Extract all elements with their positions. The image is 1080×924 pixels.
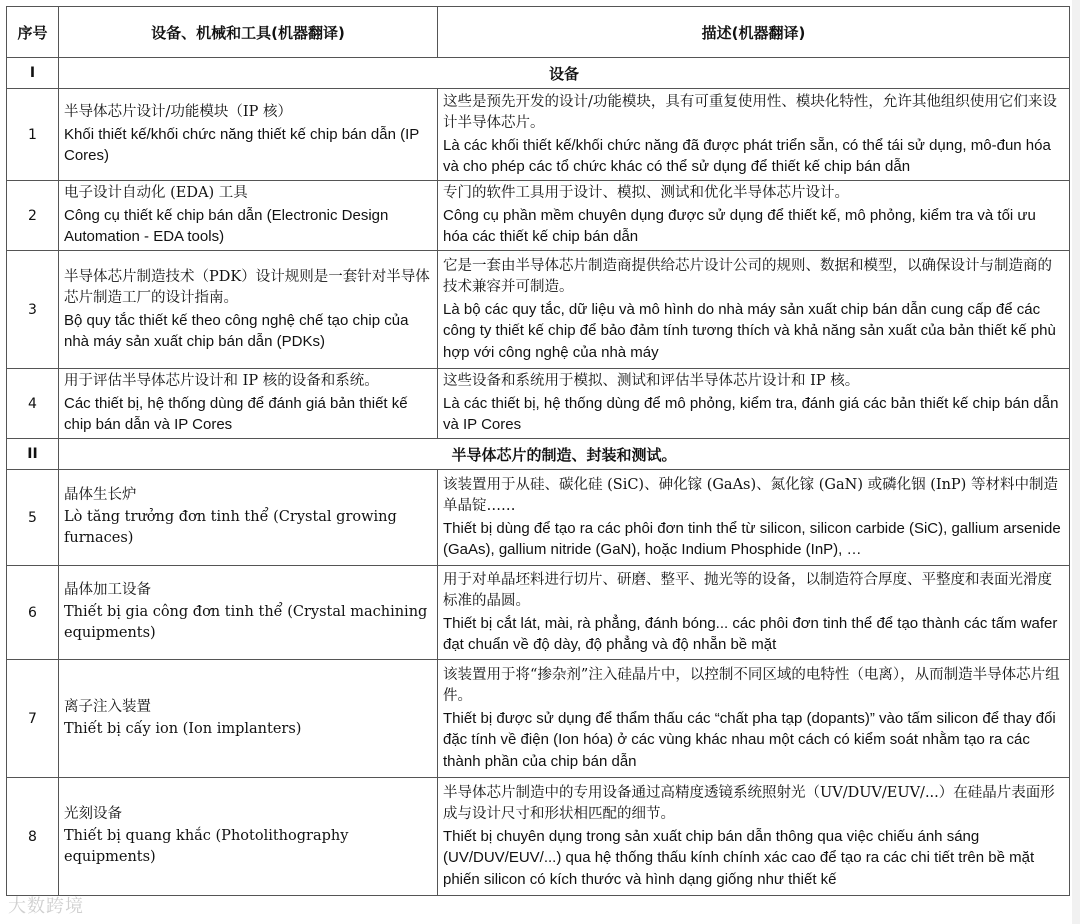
row-number: 8 [7,778,59,896]
section-row [7,439,1070,470]
equipment-name-vi: Thiết bị quang khắc (Photolithography equipments) [64,827,349,866]
description-vi: Công cụ phần mềm chuyên dụng được sử dụng để thiết kế, mô phỏng, kiểm tra và tối ưu hóa các thiết kế chip bán dẫn [443,206,1036,246]
section-title: 半导体芯片的制造、封装和测试。 [59,439,1070,470]
row-number: 2 [7,181,59,251]
description-vi: Là bộ các quy tắc, dữ liệu và mô hình do nhà máy sản xuất chip bán dẫn cung cấp để các công ty thiết kế chip để bảo đảm tính tương thích và khả năng sản xuất của bản thiết kế phù hợp với công nghệ của nhà máy [443,300,1056,361]
table-row [7,778,1070,896]
row-number: 5 [7,470,59,566]
description-zh: 半导体芯片制造中的专用设备通过高精度透镜系统照射光（UV/DUV/EUV/...）在硅晶片表面形成与设计尺寸和形状相匹配的细节。 [443,784,1055,823]
description-zh: 用于对单晶坯料进行切片、研磨、整平、抛光等的设备，以制造符合厚度、平整度和表面光滑度标准的晶圆。 [443,571,1052,609]
header-description: 描述(机器翻译) [438,7,1070,58]
section-row [7,58,1070,89]
header-no: 序号 [7,7,59,58]
equipment-name-vi: Lò tăng trưởng đơn tinh thể (Crystal growing furnaces) [64,508,397,547]
equipment-name-vi: Các thiết bị, hệ thống dùng để đánh giá bản thiết kế chip bán dẫn và IP Cores [64,394,408,434]
equipment-name-vi: Khối thiết kế/khối chức năng thiết kế chip bán dẫn (IP Cores) [64,125,419,165]
equipment-name-vi: Thiết bị gia công đơn tinh thể (Crystal machining equipments) [64,603,428,642]
section-title: 设备 [59,58,1070,89]
section-roman: I [7,58,59,89]
equipment-name-zh: 晶体加工设备 [64,582,151,599]
equipment-name-zh: 半导体芯片设计/功能模块（IP 核） [64,104,292,121]
row-number: 4 [7,369,59,439]
watermark: 大数跨境 [8,896,84,917]
table-row [7,566,1070,660]
equipment-name-zh: 光刻设备 [64,806,122,823]
row-number: 7 [7,660,59,778]
description-vi: Là các thiết bị, hệ thống dùng để mô phỏng, kiểm tra, đánh giá các bản thiết kế chip bán dẫn và IP Cores [443,394,1059,434]
equipment-name-zh: 电子设计自动化 (EDA) 工具 [64,185,248,202]
section-roman: II [7,439,59,470]
equipment-name-vi: Thiết bị cấy ion (Ion implanters) [64,720,302,737]
description-vi: Thiết bị chuyên dụng trong sản xuất chip bán dẫn thông qua việc chiếu ánh sáng (UV/DUV/EUV/...) qua hệ thống thấu kính chính xác cao để tạo ra các chi tiết trên bề mặt phiến silicon có kích thước và hình dạng giống như thiết kế [443,827,1035,888]
equipment-name-zh: 半导体芯片制造技术（PDK）设计规则是一套针对半导体芯片制造工厂的设计指南。 [64,268,430,306]
row-number: 1 [7,89,59,181]
table-row [7,251,1070,369]
row-number: 3 [7,251,59,369]
header-row [7,7,1070,58]
equipment-name-zh: 用于评估半导体芯片设计和 IP 核的设备和系统。 [64,373,379,390]
description-zh: 这些是预先开发的设计/功能模块，具有可重复使用性、模块化特性，允许其他组织使用它们来设计半导体芯片。 [443,93,1057,131]
description-vi: Thiết bị cắt lát, mài, rà phẳng, đánh bóng... các phôi đơn tinh thể để tạo thành các tấm wafer đạt chuẩn về độ dày, độ phẳng và độ nhẵn bề mặt [443,614,1058,653]
description-vi: Thiết bị dùng để tạo ra các phôi đơn tinh thể từ silicon, silicon carbide (SiC), gallium arsenide (GaAs), gallium nitride (GaN), hoặc Indium Phosphide (InP), … [443,519,1061,558]
table-row [7,181,1070,251]
description-zh: 它是一套由半导体芯片制造商提供给芯片设计公司的规则、数据和模型，以确保设计与制造商的技术兼容并可制造。 [443,257,1052,296]
header-equipment: 设备、机械和工具(机器翻译) [59,7,438,58]
equipment-name-zh: 晶体生长炉 [64,487,137,504]
description-zh: 专门的软件工具用于设计、模拟、测试和优化半导体芯片设计。 [443,185,849,202]
equipment-name-zh: 离子注入装置 [64,699,151,715]
description-zh: 该装置用于从硅、碳化硅 (SiC)、砷化镓 (GaAs)、氮化镓 (GaN) 或磷化铟 (InP) 等材料中制造单晶锭…… [443,476,1058,514]
row-number: 6 [7,566,59,660]
table-row [7,660,1070,778]
table-row [7,470,1070,566]
description-zh: 该装置用于将“掺杂剂”注入硅晶片中，以控制不同区域的电特性（电离），从而制造半导体芯片组件。 [443,666,1060,705]
equipment-table [6,6,1070,896]
table-row [7,369,1070,439]
description-zh: 这些设备和系统用于模拟、测试和评估半导体芯片设计和 IP 核。 [443,373,860,390]
scrollbar-track[interactable] [1072,0,1080,924]
description-vi: Thiết bị được sử dụng để thẩm thấu các “chất pha tạp (dopants)” vào tấm silicon để thay đổi đặc tính về điện (Ion hóa) ở các vùng khác nhau một cách có kiểm soát nhằm tạo ra các thành phần của chip bán dẫn [443,709,1056,770]
equipment-name-vi: Công cụ thiết kế chip bán dẫn (Electronic Design Automation - EDA tools) [64,206,389,246]
table-row [7,89,1070,181]
description-vi: Là các khối thiết kế/khối chức năng đã được phát triển sẵn, có thể tái sử dụng, mô-đun hóa và cho phép các tổ chức khác có thể sử dụng để thiết kế chip bán dẫn [443,136,1051,175]
equipment-name-vi: Bộ quy tắc thiết kế theo công nghệ chế tạo chip của nhà máy sản xuất chip bán dẫn (PDKs) [64,311,409,350]
